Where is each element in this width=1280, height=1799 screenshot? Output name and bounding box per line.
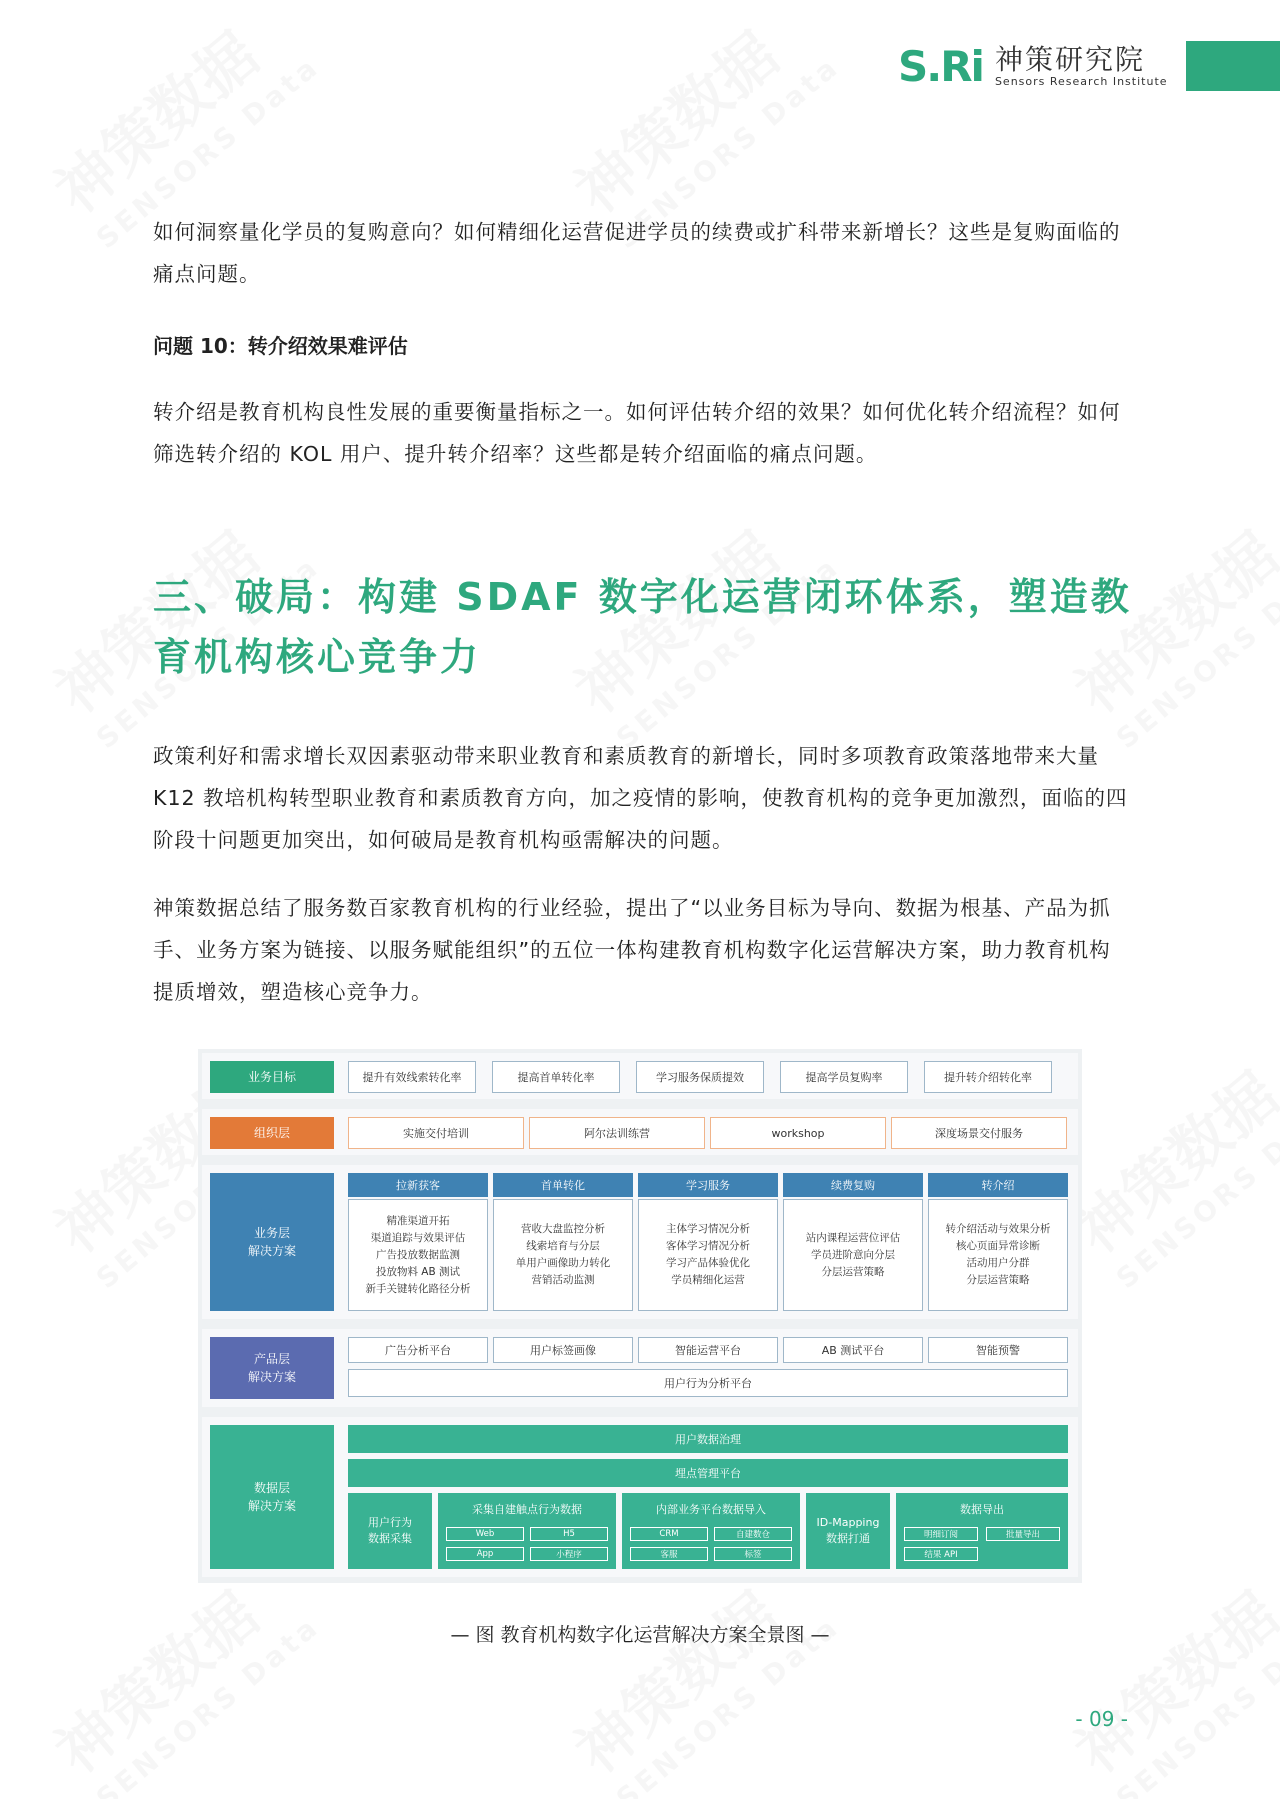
business-column-title: 拉新获客 bbox=[348, 1173, 488, 1197]
goals-layer bbox=[202, 1053, 1078, 1099]
org-item: 阿尔法训练营 bbox=[529, 1117, 705, 1149]
logo bbox=[898, 42, 1168, 91]
logo-cn: 神策研究院 bbox=[994, 43, 1145, 76]
logo-en: Sensors Research Institute bbox=[994, 75, 1168, 88]
product-bottom-bar: 用户行为分析平台 bbox=[348, 1369, 1068, 1397]
data-tag: 标签 bbox=[714, 1547, 792, 1561]
paragraph-repurchase: 如何洞察量化学员的复购意向？如何精细化运营促进学员的续费或扩科带来新增长？这些是复购面临的痛点问题。 bbox=[153, 220, 1121, 286]
behavior-collection-box: 用户行为 数据采集 bbox=[348, 1493, 432, 1569]
org-label: 组织层 bbox=[210, 1117, 334, 1149]
business-column-body: 站内课程运营位评估 学员进阶意向分层 分层运营策略 bbox=[783, 1199, 923, 1311]
product-item: 广告分析平台 bbox=[348, 1337, 488, 1363]
header-accent-bar bbox=[1186, 41, 1280, 91]
business-column-title: 学习服务 bbox=[638, 1173, 778, 1197]
goal-item: 提升转介绍转化率 bbox=[924, 1061, 1052, 1093]
data-layer bbox=[202, 1417, 1078, 1577]
business-column-title: 转介绍 bbox=[928, 1173, 1068, 1197]
product-label: 产品层 解决方案 bbox=[210, 1337, 334, 1399]
business-column-body: 精准渠道开拓 渠道追踪与效果评估 广告投放数据监测 投放物料 AB 测试 新手关键转化路径分析 bbox=[348, 1199, 488, 1311]
goals-label: 业务目标 bbox=[210, 1061, 334, 1093]
product-item: 智能预警 bbox=[928, 1337, 1068, 1363]
page-number: - 09 - bbox=[1075, 1707, 1128, 1731]
question-10-title: 问题 10：转介绍效果难评估 bbox=[153, 334, 408, 358]
self-built-box: 采集自建触点行为数据 Web H5 App 小程序 bbox=[438, 1493, 616, 1569]
business-column-body: 转介绍活动与效果分析 核心页面异常诊断 活动用户分群 分层运营策略 bbox=[928, 1199, 1068, 1311]
product-layer bbox=[202, 1329, 1078, 1407]
id-mapping-box: ID-Mapping 数据打通 bbox=[806, 1493, 890, 1569]
paragraph-solution: 神策数据总结了服务数百家教育机构的行业经验，提出了“以业务目标为导向、数据为根基、产品为抓手、业务方案为链接、以服务赋能组织”的五位一体构建教育机构数字化运营解决方案，助力教育机构提质增效，塑造核心竞争力。 bbox=[153, 896, 1111, 1004]
data-governance-bar: 用户数据治理 bbox=[348, 1425, 1068, 1453]
product-item: AB 测试平台 bbox=[783, 1337, 923, 1363]
goal-item: 提升有效线索转化率 bbox=[348, 1061, 476, 1093]
goal-item: 学习服务保质提效 bbox=[636, 1061, 764, 1093]
goal-item: 提高首单转化率 bbox=[492, 1061, 620, 1093]
section-title: 三、破局：构建 SDAF 数字化运营闭环体系，塑造教育机构核心竞争力 bbox=[153, 575, 1132, 679]
logo-mark: S.Ri bbox=[898, 42, 983, 91]
business-layer bbox=[202, 1165, 1078, 1319]
data-tag: App bbox=[446, 1547, 524, 1561]
data-tag: 明细订阅 bbox=[904, 1527, 978, 1541]
data-label: 数据层 解决方案 bbox=[210, 1425, 334, 1569]
watermark bbox=[1055, 1024, 1280, 1296]
org-item: 实施交付培训 bbox=[348, 1117, 524, 1149]
business-column-title: 首单转化 bbox=[493, 1173, 633, 1197]
data-tag: CRM bbox=[630, 1527, 708, 1541]
data-export-box: 数据导出 明细订阅 批量导出 结果 API bbox=[896, 1493, 1068, 1569]
data-tag: Web bbox=[446, 1527, 524, 1541]
figure-caption: — 图 教育机构数字化运营解决方案全景图 — bbox=[450, 1624, 830, 1646]
business-label: 业务层 解决方案 bbox=[210, 1173, 334, 1311]
internal-import-box: 内部业务平台数据导入 CRM 自建数仓 客服 标签 bbox=[622, 1493, 800, 1569]
product-item: 用户标签画像 bbox=[493, 1337, 633, 1363]
business-column-body: 主体学习情况分析 客体学习情况分析 学习产品体验优化 学员精细化运营 bbox=[638, 1199, 778, 1311]
data-tag: 批量导出 bbox=[986, 1527, 1060, 1541]
goal-item: 提高学员复购率 bbox=[780, 1061, 908, 1093]
org-item: workshop bbox=[710, 1117, 886, 1149]
paragraph-policy: 政策利好和需求增长双因素驱动带来职业教育和素质教育的新增长，同时多项教育政策落地带来大量 K12 教培机构转型职业教育和素质教育方向，加之疫情的影响，使教育机构的竞争更加激烈，面临的四阶段十问题更加突出，如何破局是教育机构亟需解决的问题。 bbox=[153, 744, 1128, 852]
tracking-platform-bar: 埋点管理平台 bbox=[348, 1459, 1068, 1487]
data-tag: 客服 bbox=[630, 1547, 708, 1561]
watermark bbox=[1055, 1544, 1280, 1799]
business-column-body: 营收大盘监控分析 线索培育与分层 单用户画像助力转化 营销活动监测 bbox=[493, 1199, 633, 1311]
business-column-title: 续费复购 bbox=[783, 1173, 923, 1197]
data-tag: 小程序 bbox=[530, 1547, 608, 1561]
data-tag: 自建数仓 bbox=[714, 1527, 792, 1541]
org-item: 深度场景交付服务 bbox=[891, 1117, 1067, 1149]
paragraph-referral: 转介绍是教育机构良性发展的重要衡量指标之一。如何评估转介绍的效果？如何优化转介绍流程？如何筛选转介绍的 KOL 用户、提升转介绍率？这些都是转介绍面临的痛点问题。 bbox=[153, 400, 1121, 466]
data-tag: 结果 API bbox=[904, 1547, 978, 1561]
solution-diagram bbox=[198, 1049, 1082, 1583]
data-tag: H5 bbox=[530, 1527, 608, 1541]
org-layer bbox=[202, 1109, 1078, 1155]
product-item: 智能运营平台 bbox=[638, 1337, 778, 1363]
